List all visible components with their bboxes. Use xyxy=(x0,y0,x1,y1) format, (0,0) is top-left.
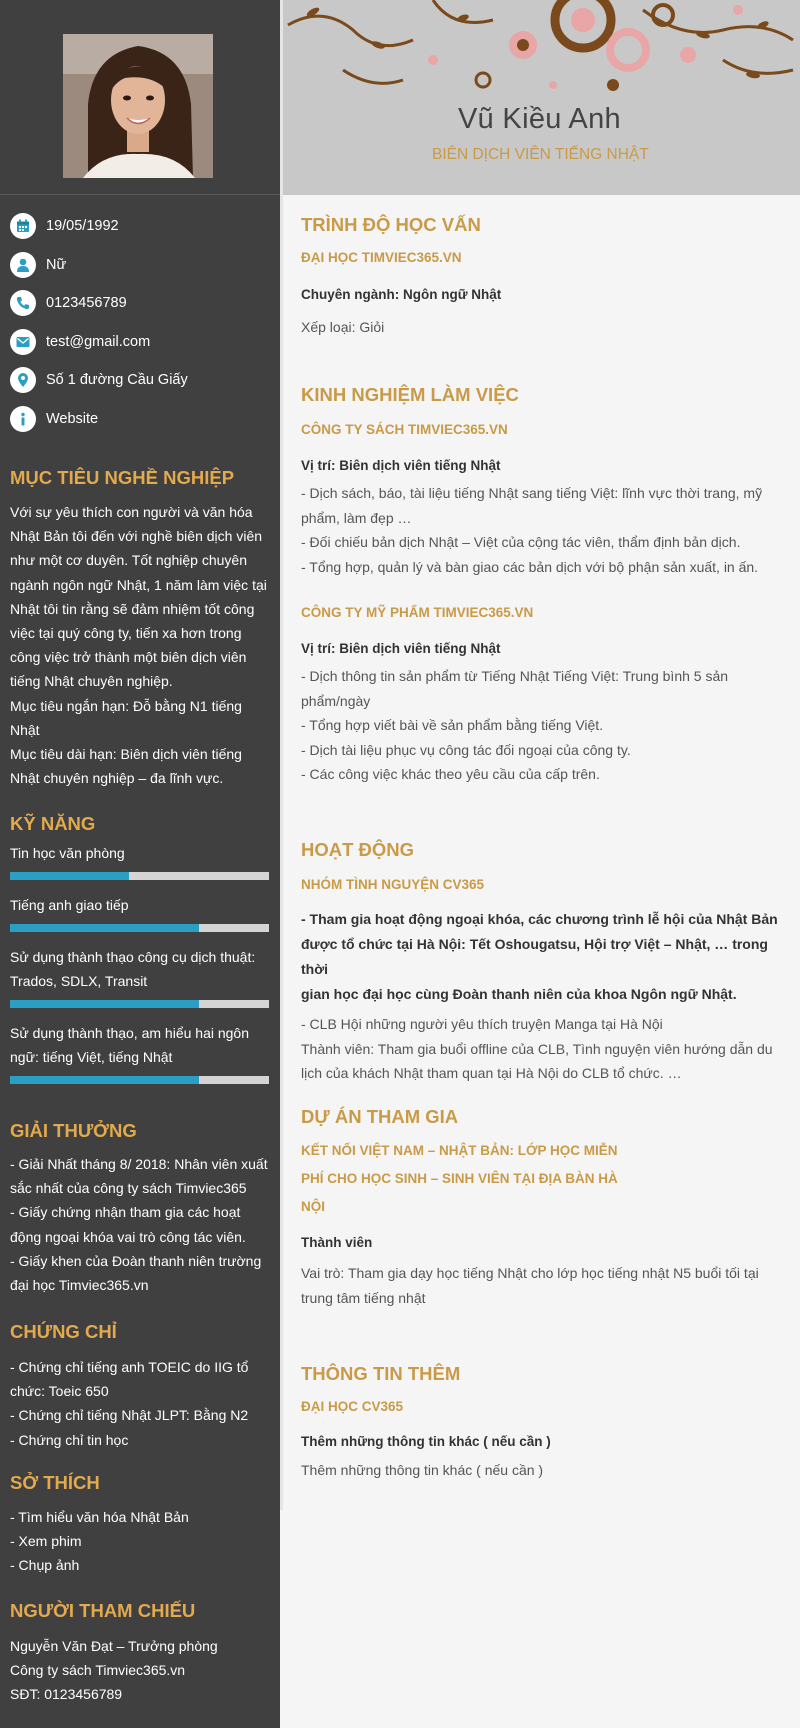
candidate-name: Vũ Kiều Anh xyxy=(458,103,621,135)
awards-text xyxy=(0,1152,280,1297)
job-line: phẩm/ngày xyxy=(301,692,371,709)
experience-title: KINH NGHIỆM LÀM VIỆC xyxy=(301,384,519,405)
objective-title: MỤC TIÊU NGHỀ NGHIỆP xyxy=(10,467,235,488)
projects-title: DỰ ÁN THAM GIA xyxy=(301,1106,459,1127)
education-section xyxy=(301,213,781,340)
award-line: - Giấy khen của Đoàn thanh niên trường xyxy=(10,1252,262,1269)
reference-line: Nguyễn Văn Đạt – Trưởng phòng xyxy=(10,1638,218,1654)
contact-phone xyxy=(0,284,280,323)
skill-name: Tin học văn phòng xyxy=(10,845,125,861)
contact-birthdate xyxy=(0,207,280,246)
project-description xyxy=(301,1261,781,1310)
address-text: Số 1 đường Cầu Giấy xyxy=(46,372,188,388)
hobby-line: - Tìm hiểu văn hóa Nhật Bản xyxy=(10,1509,189,1525)
references-title: NGƯỜI THAM CHIẾU xyxy=(10,1600,196,1621)
skill-item xyxy=(0,945,280,1008)
skill-bar-fill xyxy=(10,872,129,880)
reference-line: Công ty sách Timviec365.vn xyxy=(10,1662,186,1679)
birthdate-text: 19/05/1992 xyxy=(46,218,119,234)
phone-text: 0123456789 xyxy=(46,295,127,311)
skill-bar-fill xyxy=(10,924,199,932)
award-line: động ngoại khóa vai trò công tác viên. xyxy=(10,1228,246,1245)
job-company: CÔNG TY MỸ PHẨM TIMVIEC365.VN xyxy=(301,605,534,620)
objective-line: việc tại quý công ty, tiến xa hơn trong xyxy=(10,625,242,642)
objective-text xyxy=(0,500,280,790)
email-text: test@gmail.com xyxy=(46,333,151,350)
website-text[interactable]: Website xyxy=(46,410,99,427)
objective-line: công việc trở thành một biên dịch viên xyxy=(10,649,247,666)
profile-photo xyxy=(63,34,213,178)
certificate-line: - Chứng chỉ tiếng Nhật JLPT: Bằng N2 xyxy=(10,1407,249,1424)
experience-section xyxy=(301,383,781,787)
user-icon xyxy=(10,252,36,278)
objective-line: Nhật Bản tôi đến với nghề biên dịch viên xyxy=(10,528,263,545)
phone-icon xyxy=(10,290,36,316)
job-line: - Đối chiếu bản dịch Nhật – Việt của cộng tác viên, thẩm định bản dịch. xyxy=(301,534,741,550)
award-line: đại học Timviec365.vn xyxy=(10,1277,149,1294)
skill-item xyxy=(0,893,280,932)
activity-line: - CLB Hội những người yêu thích truyện Manga tại Hà Nội xyxy=(301,1016,663,1032)
skill-name: Trados, SDLX, Transit xyxy=(10,973,148,989)
skill-bar xyxy=(10,924,269,932)
certificates-section xyxy=(0,1321,280,1452)
award-line: sắc nhất của công ty sách Timviec365 xyxy=(10,1180,247,1197)
hobbies-title: SỞ THÍCH xyxy=(10,1472,100,1493)
job-description xyxy=(301,664,781,787)
awards-title: GIẢI THƯỞNG xyxy=(10,1120,137,1141)
skill-bar-fill xyxy=(10,1000,199,1008)
project-name-line: NỘI xyxy=(301,1199,326,1214)
skill-item xyxy=(0,841,280,880)
award-line: - Giải Nhất tháng 8/ 2018: Nhân viên xuất xyxy=(10,1156,268,1172)
skill-bar xyxy=(10,1076,269,1084)
gender-text: Nữ xyxy=(46,256,67,273)
skill-bar xyxy=(10,872,269,880)
activities-title: HOẠT ĐỘNG xyxy=(301,839,415,860)
activity-org: NHÓM TÌNH NGUYỆN CV365 xyxy=(301,877,485,892)
education-title: TRÌNH ĐỘ HỌC VẤN xyxy=(301,214,481,235)
contact-website[interactable] xyxy=(0,400,280,439)
project-line: trung tâm tiếng nhật xyxy=(301,1289,426,1306)
objective-line: Nhật chuyên nghiệp – đa lĩnh vực. xyxy=(10,770,224,787)
hobbies-section xyxy=(0,1472,280,1578)
additional-info-org: ĐẠI HỌC CV365 xyxy=(301,1399,404,1414)
skills-section xyxy=(0,813,280,1097)
skill-name: Tiếng anh giao tiếp xyxy=(10,897,129,913)
objective-line: Với sự yêu thích con người và văn hóa xyxy=(10,504,253,520)
skills-title: KỸ NĂNG xyxy=(10,813,96,834)
additional-info-section xyxy=(301,1362,781,1483)
objective-line: Nhật xyxy=(10,721,40,738)
skill-name: ngữ: tiếng Việt, tiếng Nhật xyxy=(10,1049,173,1065)
education-grade: Xếp loại: Giỏi xyxy=(301,319,385,335)
skill-name: Sử dụng thành thạo công cụ dịch thuật: xyxy=(10,949,256,965)
award-line: - Giấy chứng nhận tham gia các hoạt xyxy=(10,1204,241,1221)
hobbies-text xyxy=(0,1505,280,1578)
objective-line: ngành ngôn ngữ Nhật, 1 năm làm việc tại xyxy=(10,576,267,593)
job-line: - Dịch thông tin sản phẩm từ Tiếng Nhật Tiếng Việt: Trung bình 5 sản xyxy=(301,668,729,684)
certificate-line: chức: Toeic 650 xyxy=(10,1383,109,1400)
education-major: Chuyên ngành: Ngôn ngữ Nhật xyxy=(301,287,502,302)
job-position: Vị trí: Biên dịch viên tiếng Nhật xyxy=(301,458,501,473)
job-position: Vị trí: Biên dịch viên tiếng Nhật xyxy=(301,641,501,656)
references-section xyxy=(0,1600,280,1707)
profile-photo-area xyxy=(0,0,280,195)
additional-info-title: THÔNG TIN THÊM xyxy=(301,1363,461,1384)
project-name-line: PHÍ CHO HỌC SINH – SINH VIÊN TẠI ĐỊA BÀN HÀ xyxy=(301,1171,618,1186)
objective-section xyxy=(0,467,280,790)
calendar-icon xyxy=(10,213,36,239)
job-line: - Tổng hợp, quản lý và bàn giao các bản dịch với bộ phận sản xuất, in ấn. xyxy=(301,558,759,575)
certificate-line: - Chứng chỉ tin học xyxy=(10,1431,129,1448)
activity-bold-line: được tổ chức tại Hà Nội: Tết Oshougatsu, Hội trợ Việt – Nhật, … trong thời xyxy=(301,936,768,977)
awards-section xyxy=(0,1120,280,1297)
activity-bold-line: - Tham gia hoạt động ngoại khóa, các chương trình lễ hội của Nhật Bản xyxy=(301,911,778,927)
job-line: - Dịch sách, báo, tài liệu tiếng Nhật sang tiếng Việt: lĩnh vực thời trang, mỹ xyxy=(301,485,763,501)
projects-section xyxy=(301,1105,781,1310)
contact-address xyxy=(0,361,280,400)
floral-decoration xyxy=(283,0,800,100)
job-company: CÔNG TY SÁCH TIMVIEC365.VN xyxy=(301,422,508,437)
sidebar xyxy=(0,0,280,1728)
skill-name: Sử dụng thành thạo, am hiểu hai ngôn xyxy=(10,1025,249,1041)
skill-bar xyxy=(10,1000,269,1008)
activity-line: lịch của khách Nhật tham quan tại Hà Nội do CLB tổ chức. … xyxy=(301,1065,682,1081)
hobby-line: - Xem phim xyxy=(10,1533,82,1550)
job-description xyxy=(301,481,781,579)
project-name xyxy=(301,1137,781,1221)
certificate-line: - Chứng chỉ tiếng anh TOEIC do IIG tổ xyxy=(10,1359,249,1375)
activity-line: Thành viên: Tham gia buổi offline của CLB, Tình nguyện viên hướng dẫn du xyxy=(301,1040,773,1057)
objective-line: tiếng Nhật chuyên nghiệp. xyxy=(10,673,173,690)
skill-item xyxy=(0,1021,280,1084)
certificates-title: CHỨNG CHỈ xyxy=(10,1321,117,1342)
education-org: ĐẠI HỌC TIMVIEC365.VN xyxy=(301,250,462,265)
header-banner xyxy=(283,0,800,195)
activity-description xyxy=(301,1012,781,1086)
project-role: Thành viên xyxy=(301,1235,373,1250)
job-line: phẩm, làm đẹp … xyxy=(301,509,412,526)
contact-email xyxy=(0,323,280,362)
email-icon xyxy=(10,329,36,355)
reference-line: SĐT: 0123456789 xyxy=(10,1686,123,1703)
project-line: Vai trò: Tham gia dạy học tiếng Nhật cho lớp học tiếng nhật N5 buổi tối tại xyxy=(301,1265,759,1281)
certificates-text xyxy=(0,1355,280,1452)
contact-gender xyxy=(0,246,280,285)
objective-line: như một cơ duyên. Tốt nghiệp chuyên xyxy=(10,552,247,569)
activities-section xyxy=(301,838,781,1086)
hobby-line: - Chụp ảnh xyxy=(10,1557,80,1574)
project-name-line: KẾT NỐI VIỆT NAM – NHẬT BẢN: LỚP HỌC MIỄN xyxy=(301,1143,618,1158)
additional-info-text: Thêm những thông tin khác ( nếu cần ) xyxy=(301,1462,544,1478)
skill-bar-fill xyxy=(10,1076,199,1084)
additional-info-subtitle: Thêm những thông tin khác ( nếu cần ) xyxy=(301,1434,551,1449)
references-text xyxy=(0,1634,280,1707)
activity-bold-line: gian học đại học cùng Đoàn thanh niên của khoa Ngôn ngữ Nhật. xyxy=(301,986,737,1002)
objective-line: Mục tiêu ngắn hạn: Đỗ bằng N1 tiếng xyxy=(10,697,242,714)
location-icon xyxy=(10,367,36,393)
info-icon xyxy=(10,406,36,432)
objective-line: Mục tiêu dài hạn: Biên dịch viên tiếng xyxy=(10,746,242,763)
job-line: - Dịch tài liệu phục vụ công tác đối ngoại của công ty. xyxy=(301,741,631,758)
job-line: - Tổng hợp viết bài về sản phẩm bằng tiếng Việt. xyxy=(301,717,604,733)
job-line: - Các công việc khác theo yêu cầu của cấp trên. xyxy=(301,766,600,782)
activity-highlight xyxy=(301,907,781,1007)
column-divider xyxy=(280,0,283,1510)
candidate-job-title: BIÊN DỊCH VIÊN TIẾNG NHẬT xyxy=(432,146,649,163)
objective-line: Nhật tôi tin rằng sẽ đảm nhiệm tốt công xyxy=(10,600,255,617)
